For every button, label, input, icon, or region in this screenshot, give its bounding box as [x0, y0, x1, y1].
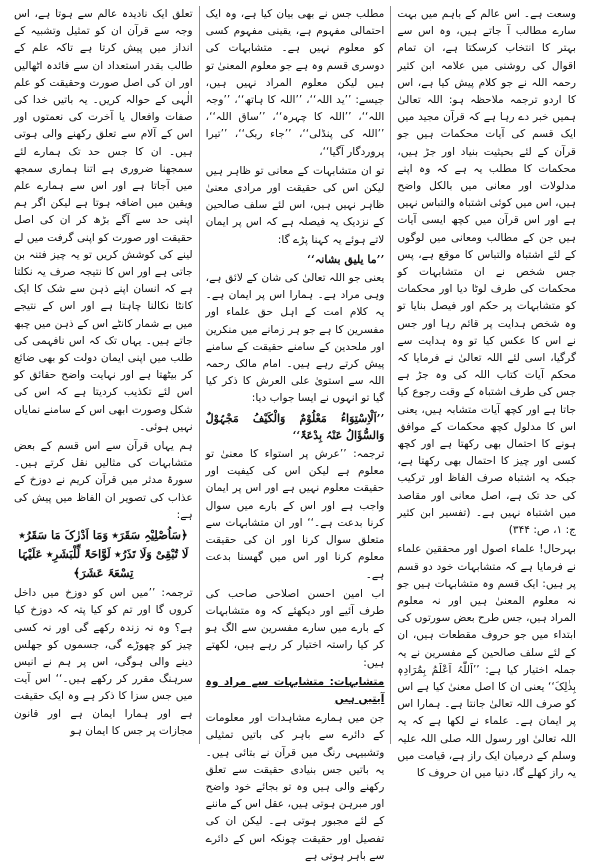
arabic-phrase: ’’ما یلیق بشانہ‘‘ [307, 252, 385, 266]
paragraph: ترجمہ: ’’عرش پر استواء کا معنیٰ تو معلوم ہے لیکن اس کی کیفیت اور حقیقت معلوم نہیں ہے اور اس پر ایمان واجب ہے اور اس کے بارے میں سوال کرنا بدعت ہے۔‘‘ اور ان متشابہات سے متعلق سوال کرنا اور ان کی حقیقت معلوم کرنا اور اس میں گھسنا بدعت ہے۔ [205, 448, 385, 581]
paragraph: وسعت ہے۔ اس عالم کے باہم میں بہت سارے مطالب آ جاتے ہیں، وہ اس سے بہتر کا انتخاب کرسکتا ہے، ان تمام اقوال کی روشنی میں علامہ ابن کثیر رحمہ اللہ نے جو کلام پیش کیا ہے، اس کا اردو ترجمہ ملاحظہ ہو: اللہ تعالیٰ ہمیں خبر دے رہا ہے کہ قرآن مجید میں ایک قسم کی آیات محکمات ہیں جو قرآن کے لئے بحیثیت بنیاد اور جڑ ہیں، محکمات کا مطلب یہ ہے کہ وہ اپنے مدلولات اور معانی میں بالکل واضح ہیں، اس میں کوئی اشتباہ والتباس نہیں ہے اور اس قرآن میں کچھ ایسی آیات ہیں جن کے مطالب ومعانی میں لوگوں کے لئے اشتباہ والتباس کا موقع ہے، پس جس شخص نے ان متشابہات کو محکمات کی طرف لوٹا دیا اور محکمات کو متشابہات پر حکم اور فیصل بنایا تو وہ شخص ہدایت پر قائم رہا اور جس نے اس کا عکس کیا تو وہ ہدایت سے گرگیا، اسی لئے اللہ تعالیٰ نے فرمایا کہ محکم آیات کتاب اللہ کی وہ جڑ ہے جس کی طرف اشتباہ کے وقت رجوع کیا جاتا ہے اور کچھ آیات متشابہ ہیں، یعنی اس کا مدلول کچھ محکمات کے موافق ہونے کا احتمال بھی رکھتا ہے اور کچھ کسی اور چیز کا احتمال بھی رکھتا ہے، جبکہ یہ اشتباہ صرف الفاظ اور ترکیب کی حد تک ہے، اصل معانی اور مقاصد میں اشتباہ نہیں ہے۔ (تفسیر ابن کثیر ج: ۱، ص: ۳۴۴) [397, 8, 576, 537]
paragraph: تعلق ایک نادیدہ عالم سے ہوتا ہے، اس وجہ سے قرآن ان کو تمثیل وتشبیہ کے انداز میں پیش کرتا ہے تاکہ علم کے طالب بقدر استعداد ان سے فائدہ اٹھالیں اور ان کی اصل صورت وحقیقت کو علم الٰہی کے حوالہ کریں۔ یہ باتیں خدا کی صفات وافعال یا آخرت کی نعمتوں اور اس کے آلام سے تعلق رکھنے والی ہوتی ہیں۔ ان کا جس حد تک ہمارے لئے سمجھنا ضروری ہے اتنا ہماری سمجھ میں آجاتا ہے اور اس سے ہمارے علم ویقین میں اضافہ ہوتا ہے لیکن اگر ہم اپنی حد سے آگے بڑھ کر ان کی اصل حقیقت اور صورت کو اپنی گرفت میں لے لینے کی کوشش کریں تو یہ چیز فتنہ بن جاتی ہے اور اس کا نتیجہ صرف یہ نکلتا ہے کہ انسان اپنے ذہن سے شک کا ایک کانٹا نکالنا چاہتا ہے اور اس کے نتیجے میں بے شمار کانٹے اس کے ذہن میں چبھ جاتے ہیں۔ یہاں تک کہ اس نافہمی کی طلب میں اپنی ایمان دولت کو بھی ضائع کر بیٹھتا ہے اور نہایت واضح حقائق کو اس لئے تکذیب کردیتا ہے کہ اس کی شکل وصورت ابھی اس کے سامنے نمایاں نہیں ہوئی۔ [13, 8, 193, 433]
paragraph: ترجمہ: ’’میں اس کو دوزخ میں داخل کروں گا اور تم کو کیا پتہ کہ دوزخ کیا ہے؟ وہ نہ زندہ رکھے گی اور نہ کسی چیز کو چھوڑے گی، جسموں کو جھلس دینے والی ہوگی، اس پر ہم نے انیس سرہنگ مقرر کر رکھے ہیں۔‘‘ اس آیت میں جس سزا کا ذکر ہے وہ ایک حقیقت ہے اور ہمارا ایمان ہے اور قانون مجازات پر جس کا ایمان ہو [13, 587, 193, 737]
paragraph: بہرحال! علماء اصول اور محققین علماء نے فرمایا ہے کہ متشابہات خود دو قسم پر ہیں: ایک قسم وہ متشابہات ہیں جو نہ معلوم المعنیٰ ہیں اور نہ معلوم المراد ہیں، جس طرح بعض سورتوں کی ابتداء میں جو حروف مقطعات ہیں، ان کے لئے سلف صالحین کے مفسرین نے یہ جملہ اختیار کیا ہے: ’’اَللّٰہُ اَعْلَمُ بِمُرَادِہٖ بِذٰلِکَ‘‘ یعنی ان کا اصل معنیٰ کیا ہے اس کو صرف اللہ تعالیٰ جانتا ہے۔ ہمارا اس پر ایمان ہے۔ علماء نے لکھا ہے کہ یہ اللہ تعالیٰ اور رسول اللہ صلی اللہ علیہ وسلم کے درمیان ایک راز ہے، قیامت میں یہ راز کھلے گا، دنیا میں ان حروف کا [397, 543, 576, 779]
arabic-quote: ’’اَلْاِسْتِوَاءُ مَعْلُوْمٌ وَالْکَیْفُ مَجْہُوْلٌ وَالسُّؤَالُ عَنْہُ بِدْعَۃٌ‘‘ [205, 411, 385, 442]
text-column-left [8, 6, 200, 744]
paragraph: مطلب جس نے بھی بیان کیا ہے، وہ ایک احتمالی مفہوم ہے، یقینی مفہوم کسی کو معلوم نہیں ہے۔ متشابہات کی دوسری قسم وہ ہے جو معلوم المعنیٰ تو ہیں لیکن معلوم المراد نہیں ہیں، جیسے: ’’ید اللہ‘‘، ’’اللہ کا ہاتھ‘‘، ’’وجہ اللہ‘‘، ’’اللہ کا چہرہ‘‘، ’’ساق اللہ‘‘، ’’اللہ کی پنڈلی‘‘، ’’جاء ربک‘‘، ’’تیرا پروردگار آگیا‘‘، [205, 8, 385, 158]
quran-verse: ﴿سَاُصْلِیْہِ سَقَرَ٭ وَمَا اَدْرٰکَ مَا سَقَرُ٭ لَا تُبْقِیْ وَلَا تَذَرُ٭ لَوَّاحَۃٌ لِّلْبَشَرِ٭ عَلَیْہَا تِسْعَۃَ عَشَرَ﴾ [18, 528, 189, 581]
text-column-right [391, 6, 582, 779]
text-column-middle [200, 6, 392, 862]
paragraph: ہم یہاں قرآن سے اس قسم کے بعض متشابہات کی مثالیں نقل کرتے ہیں۔ سورۃ مدثر میں قرآن کریم نے دوزخ کے عذاب کی تصویر ان الفاظ میں پیش کی ہے: [13, 440, 193, 521]
paragraph: یعنی جو اللہ تعالیٰ کی شان کے لائق ہے، وہی مراد ہے۔ ہمارا اس پر ایمان ہے۔ یہ کلام امت کے اہل حق علماء اور مفسرین کا ہے جو ہر زمانے میں منکرین اور ملحدین کے سامنے حقیقت کے سامنے پیش کرتے رہے ہیں۔ امام مالک رحمہ اللہ سے استویٰ علی العرش کا ذکر کیا گیا تو انہوں نے ایسا جواب دیا: [205, 272, 385, 405]
paragraph: تو ان متشابہات کے معانی تو ظاہر ہیں لیکن اس کی حقیقت اور مرادی معنیٰ ظاہر نہیں ہیں، اس لئے سلف صالحین کے نزدیک یہ فیصلہ ہے کہ اس پر ایمان لاتے ہوئے یہ کہنا پڑے گا: [205, 164, 385, 246]
section-heading: متشابہات: متشابہات سے مراد وہ آیتیں ہیں [205, 675, 385, 705]
paragraph: اب امین احسن اصلاحی صاحب کی طرف آئیے اور دیکھئے کہ وہ متشابہات کے بارے میں سارے مفسرین سے الگ ہو کر کیا راستہ اختیار کر رہے ہیں، لکھتے ہیں: [205, 587, 385, 669]
paragraph: جن میں ہمارے مشاہدات اور معلومات کے دائرے سے باہر کی باتیں تمثیلی وتشبیہی رنگ میں قرآن نے بتائی ہیں۔ یہ باتیں جس بنیادی حقیقت سے تعلق رکھنے والی ہیں وہ تو بجائے خود واضح اور مبرہن ہوتی ہیں، عقل اس کے ماننے کے لئے مجبور ہوتی ہے۔ لیکن ان کی تفصیل اور حقیقت چونکہ اس کے دائرے سے باہر ہوتی ہے [205, 712, 385, 862]
